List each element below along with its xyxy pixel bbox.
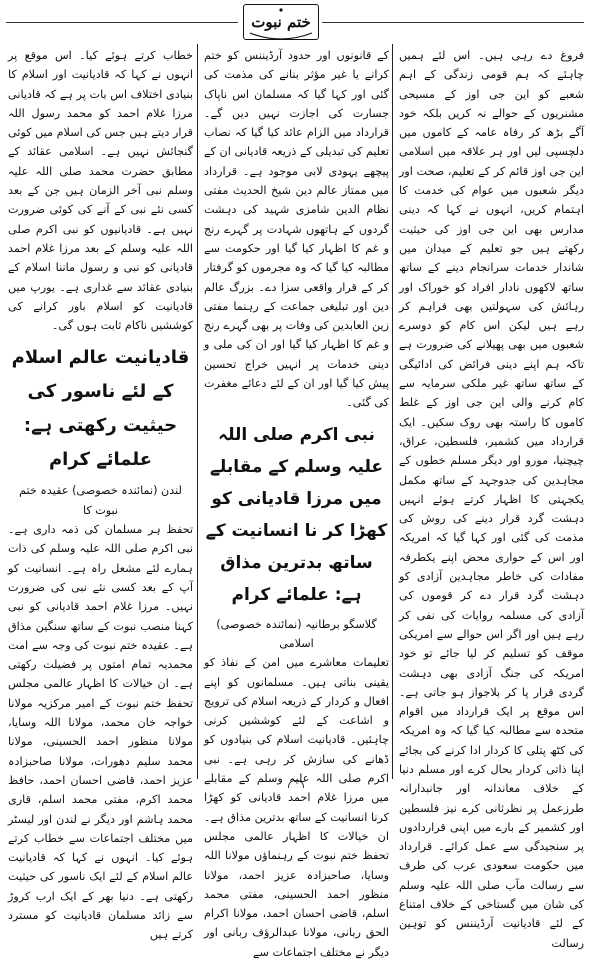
column-divider-right — [392, 44, 393, 779]
article-headline: نبی اکرم صلی اللہ علیہ وسلم کے مقابلے میں مرزا قادیانی کو کھڑا کر نا انسانیت کے ساتھ بدترین مذاق ہے: علمائے کرام — [205, 424, 388, 605]
header-rule-left — [6, 22, 238, 23]
masthead-logo — [243, 4, 319, 40]
column-left — [8, 46, 193, 942]
header-rule-right — [322, 22, 584, 23]
article-body: خطاب کرتے ہوئے کیا۔ اس موقع پر انہوں نے کہا کہ قادیانیت اور اسلام کا بنیادی اختلاف اس بات پر ہے کہ قادیانی مرزا غلام احمد کو محمد رسول اللہ قرار دیتے ہیں جس کی اسلام میں کوئی گنجائش نہیں ہے۔ اسلامی عقائد کے مطابق حضرت محمد صلی اللہ علیہ وسلم نبی آخر الزمان ہیں جن کے بعد کسی نئے نبی کے آنے کی کوئی ضرورت نہیں ہے۔ قادیانیوں کو نبی اکرم صلی اللہ علیہ وسلم کے بعد مرزا غلام احمد قادیانی کو نبی و رسول ماننا اسلام کے بنیادی عقائد سے غداری ہے۔ یورپ میں قادیانیت کو اسلام باور کرانے کی کوششیں ناکام ثابت ہوں گی۔ — [8, 49, 193, 333]
article-body: تعلیمات معاشرے میں امن کے نفاذ کو یقینی بناتی ہیں۔ مسلمانوں کو اپنے افعال و کردار کے ذریعہ اسلام کی ترویج و اشاعت کے لئے کوششیں کرنی چاہئیں۔ قادیانیت اسلام کی بنیادوں کو ڈھانے کی سازش کر رہی ہے۔ نبی اکرم صلی اللہ علیہ وسلم کے مقابلے میں مرزا غلام احمد قادیانی کو کھڑا کرنا انسانیت کے ساتھ بدترین مذاق ہے۔ ان خیالات کا اظہار عالمی مجلس تحفظ ختم نبوت کے رہنماؤں مولانا اللہ وسایا، صاحبزادہ عزیز احمد، مولانا منظور احمد الحسینی، مفتی محمد اسلم، قاضی احسان احمد، مولانا اکرام الحق ربانی، مولانا عبدالرؤف ربانی اور دیگر نے مختلف اجتماعات سے — [204, 656, 389, 959]
article-headline: قادیانیت عالم اسلام کے لئے ناسور کی حیثیت رکھتی ہے: علمائے کرام — [11, 347, 190, 471]
page-footer-ornament — [288, 780, 304, 788]
column-middle — [204, 46, 389, 959]
article-body: فروغ دے رہی ہیں۔ اس لئے ہمیں چاہئے کہ ہم قومی زندگی کے اہم شعبے کو این جی اوز کے مسیحی مشنریوں کے حوالے نہ کریں بلکہ خود آگے بڑھ کر رفاہ عامہ کے کاموں میں دلچسپی لیں اور ہر علاقہ میں اسلامی این جی اوز قائم کر کے تعلیم، صحت اور دیگر شعبوں میں عوام کی خدمت کا اہتمام کریں، انہوں نے کہا کہ دینی مدارس بھی این جی اوز کی حیثیت رکھتے ہیں جو تعلیم کے میدان میں شاندار خدمات سرانجام دینے کے ساتھ ساتھ لاکھوں نادار افراد کو خوراک اور رہائش کی سہولتیں بھی فراہم کر رہے ہیں لیکن اس کام کو دوسرے شعبوں میں بھی پھیلانے کی ضرورت ہے تاکہ ہم اپنے دینی فرائض کی ادائیگی کے ساتھ ساتھ غیر ملکی سرمایہ سے کام کرنے والی این جی اوز کے غلط کاموں کا راستہ بھی روک سکیں۔ ایک قرارداد میں کشمیر، فلسطین، عراق، چیچنیا، مورو اور دیگر مسلم خطوں کے مجاہدین کی جدوجہد کے ساتھ مکمل یکجہتی کا اظہار کرتے ہوئے انہیں دہشت گرد قرار دینے کی روش کی مذمت کی گئی اور کہا گیا کہ امریکہ اور اس کے حواری محض اپنے یکطرفہ مفادات کی خاطر مجاہدین آزادی کو دہشت گرد قرار دے کر قوموں کی آزادی کی مسلمہ روایات کی نفی کر رہے ہیں اور اگر اس حوالے سے امریکی موقف کو تسلیم کر لیا جائے تو خود امریکہ کی جنگ آزادی بھی دہشت گردی قرار پا کر بلاجواز ہو جاتی ہے۔ اس موقع پر ایک قرارداد میں اقوام متحدہ سے مطالبہ کیا گیا کہ وہ امریکہ کی کٹھ پتلی کا کردار ادا کرنے کی بجائے اپنا ذاتی کردار بحال کرے اور مسلم دنیا کے خلاف معاندانہ اور جانبدارانہ طرزعمل پر نظرثانی کرے نیز فلسطین اور کشمیر کے بارے میں اپنی قراردادوں پر سنجیدگی سے عمل کرائے۔ قرارداد میں حکومت سعودی عرب کی طرف سے رسالت مآب صلی اللہ علیہ وسلم کی شان میں گستاخی کے خلاف امتناع کے لئے قادیانیت آرڈیننس کو توہین رسالت — [399, 49, 584, 950]
column-right — [399, 46, 584, 950]
article-byline: لندن (نمائندہ خصوصی) عقیدہ ختم نبوت کا — [19, 484, 182, 517]
article-body: تحفظ ہر مسلمان کی ذمہ داری ہے۔ نبی اکرم صلی اللہ علیہ وسلم کی ذات ہمارے لئے مشعل راہ ہے۔ انسانیت کو آپ کے بعد کسی نئے نبی کی ضرورت نہیں۔ مرزا غلام احمد قادیانی کو نبی کہنا منصب نبوت کے ساتھ سنگین مذاق ہے۔ عقیدہ ختم نبوت کی وجہ سے امت محمدیہ تمام امتوں پر فضیلت رکھتی ہے۔ ان خیالات کا اظہار عالمی مجلس تحفظ ختم نبوت کے امیر مرکزیہ مولانا خواجہ خان محمد، مولانا اللہ وسایا، مولانا منظور احمد الحسینی، مولانا محمد سلیم دھورات، مولانا صاحبزادہ عزیز احمد، قاضی احسان احمد، حافظ محمد اکرم، مفتی محمد اسلم، قاری محمد ہاشم اور دیگر نے لندن اور لیسٹر میں مختلف اجتماعات سے خطاب کرتے ہوئے کیا۔ انہوں نے کہا کہ قادیانیت عالم اسلام کے لئے ایک ناسور کی حیثیت رکھتی ہے۔ دنیا بھر کے ایک ارب کروڑ سے زائد مسلمان قادیانیت کو مسترد کرتے ہیں — [8, 523, 193, 942]
article-body: کے قانونوں اور حدود آرڈیننس کو ختم کرانے یا غیر مؤثر بنانے کی مذمت کی گئی اور کہا گیا کہ مسلمان اس ناپاک جسارت کی اجازت نہیں دیں گے۔ قرارداد میں الزام عائد کیا گیا کہ نصاب تعلیم کی تبدیلی کے ذریعہ قادیانی ان کے پیچھے یہودی لابی موجود ہے۔ قرارداد میں ممتاز عالم دین شیخ الحدیث مفتی نظام الدین شامزی شہید کی دہشت گردوں کے ہاتھوں شہادت پر گہرے رنج و غم کا اظہار کیا گیا اور حکومت سے مطالبہ کیا گیا کہ وہ مجرموں کو گرفتار کر کے قرار واقعی سزا دے۔ بزرگ عالم دین اور تبلیغی جماعت کے رہنما مفتی زین العابدین کی وفات پر بھی گہرے رنج و غم کا اظہار کیا گیا اور ان کی ملی و دینی خدمات پر انہیں خراج تحسین پیش کیا گیا اور ان کے لئے دعائے مغفرت کی گئی۔ — [204, 49, 389, 410]
column-divider-left — [197, 44, 198, 779]
article-byline: گلاسگو برطانیہ (نمائندہ خصوصی) اسلامی — [216, 617, 377, 650]
logo-text: ختم نبوت — [251, 13, 311, 31]
